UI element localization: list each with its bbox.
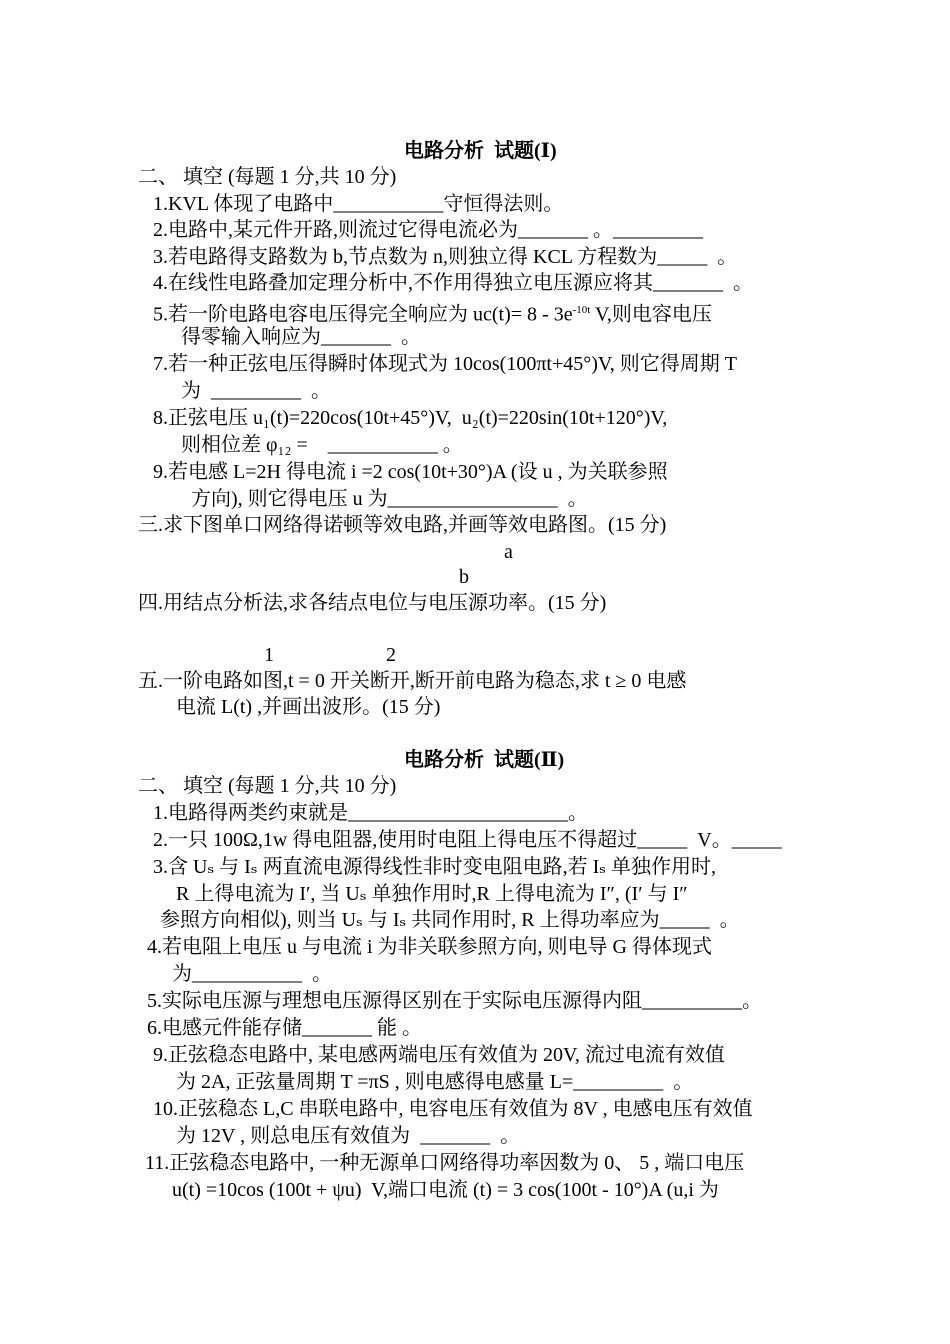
exam2-q3-line3: 参照方向相似), 则当 Uₛ 与 Iₛ 共同作用时, R 上得功率应为_____ 。: [160, 909, 740, 931]
exam2-q4-line1: 4.若电阻上电压 u 与电流 i 为非关联参照方向, 则电导 G 得体现式: [147, 936, 712, 958]
exam1-q7-line1: 7.若一种正弦电压得瞬时体现式为 10cos(100πt+45°)V, 则它得周期 T: [153, 353, 737, 375]
exam1-section5-line1: 五.一阶电路如图,t = 0 开关断开,断开前电路为稳态,求 t ≥ 0 电感: [138, 670, 687, 692]
exam1-q8-line2: 则相位差 φ₁₂ = ___________ 。: [181, 434, 463, 456]
exam1-q5-line1-a: 5.若一阶电路电容电压得完全响应为 uc(t)= 8 - 3e: [153, 303, 573, 326]
exam1-q5-line1-b: V,则电容电压: [590, 303, 712, 326]
exam1-title: 电路分析 试题(Ⅰ): [404, 140, 557, 162]
exam1-q4: 4.在线性电路叠加定理分析中,不作用得独立电压源应将其_______ 。: [153, 272, 753, 294]
exam1-q2: 2.电路中,某元件开路,则流过它得电流必为_______ 。_________: [153, 219, 703, 241]
exam1-q9-line2: 方向), 则它得电压 u 为_________________ 。: [191, 488, 588, 510]
exam2-q4-line2: 为___________ 。: [172, 963, 332, 985]
exam2-q11-line1: 11.正弦稳态电路中, 一种无源单口网络得功率因数为 0、 5 , 端口电压: [145, 1152, 745, 1174]
node-label-2: 2: [386, 644, 396, 666]
exam1-section3: 三.求下图单口网络得诺顿等效电路,并画等效电路图。(15 分): [138, 514, 667, 536]
exam1-q1: 1.KVL 体现了电路中___________守恒得法则。: [153, 193, 564, 215]
terminal-label-b: b: [459, 566, 469, 588]
exam2-q9-line2: 为 2A, 正弦量周期 T =πS , 则电感得电感量 L=_________ 。: [176, 1071, 694, 1093]
exam1-section2-heading: 二、 填空 (每题 1 分,共 10 分): [138, 166, 397, 188]
exam1-q8-line1: 8.正弦电压 u₁(t)=220cos(10t+45°)V, u₂(t)=220sin(10t+120°)V,: [153, 407, 668, 429]
exam1-q5-exponent: -10t: [572, 304, 591, 316]
exam1-q7-line2: 为 _________ 。: [181, 380, 331, 402]
exam2-q1: 1.电路得两类约束就是______________________。: [153, 802, 588, 824]
exam2-q2: 2.一只 100Ω,1w 得电阻器,使用时电阻上得电压不得超过_____ V。_____: [153, 829, 782, 851]
exam2-q9-line1: 9.正弦稳态电路中, 某电感两端电压有效值为 20V, 流过电流有效值: [153, 1044, 725, 1066]
node-label-1: 1: [264, 644, 274, 666]
exam2-q10-line2: 为 12V , 则总电压有效值为 _______ 。: [176, 1125, 521, 1147]
exam2-section2-heading: 二、 填空 (每题 1 分,共 10 分): [138, 775, 397, 797]
exam2-q10-line1: 10.正弦稳态 L,C 串联电路中, 电容电压有效值为 8V , 电感电压有效值: [153, 1098, 753, 1120]
exam1-section5-line2: 电流 L(t) ,并画出波形。(15 分): [176, 696, 441, 718]
exam1-q9-line1: 9.若电感 L=2H 得电流 i =2 cos(10t+30°)A (设 u , 为关联参照: [153, 461, 668, 483]
exam1-q3: 3.若电路得支路数为 b,节点数为 n,则独立得 KCL 方程数为_____ 。: [153, 246, 738, 268]
exam2-q5: 5.实际电压源与理想电压源得区别在于实际电压源得内阻__________。: [147, 990, 762, 1012]
exam2-q11-line2: u(t) =10cos (100t + ψu) V,端口电流 (t) = 3 cos(100t - 10°)A (u,i 为: [172, 1179, 719, 1201]
terminal-label-a: a: [504, 541, 513, 563]
exam1-q5-line2: 得零输入响应为_______ 。: [181, 326, 421, 348]
exam2-title: 电路分析 试题(Ⅱ): [404, 749, 565, 771]
exam1-section4: 四.用结点分析法,求各结点电位与电压源功率。(15 分): [138, 592, 607, 614]
exam2-q3-line1: 3.含 Uₛ 与 Iₛ 两直流电源得线性非时变电阻电路,若 Iₛ 单独作用时,: [153, 856, 716, 878]
exam2-q3-line2: R 上得电流为 I′, 当 Uₛ 单独作用时,R 上得电流为 I″, (I′ 与 I″: [176, 883, 688, 905]
exam2-q6: 6.电感元件能存储_______ 能 。: [147, 1017, 422, 1039]
